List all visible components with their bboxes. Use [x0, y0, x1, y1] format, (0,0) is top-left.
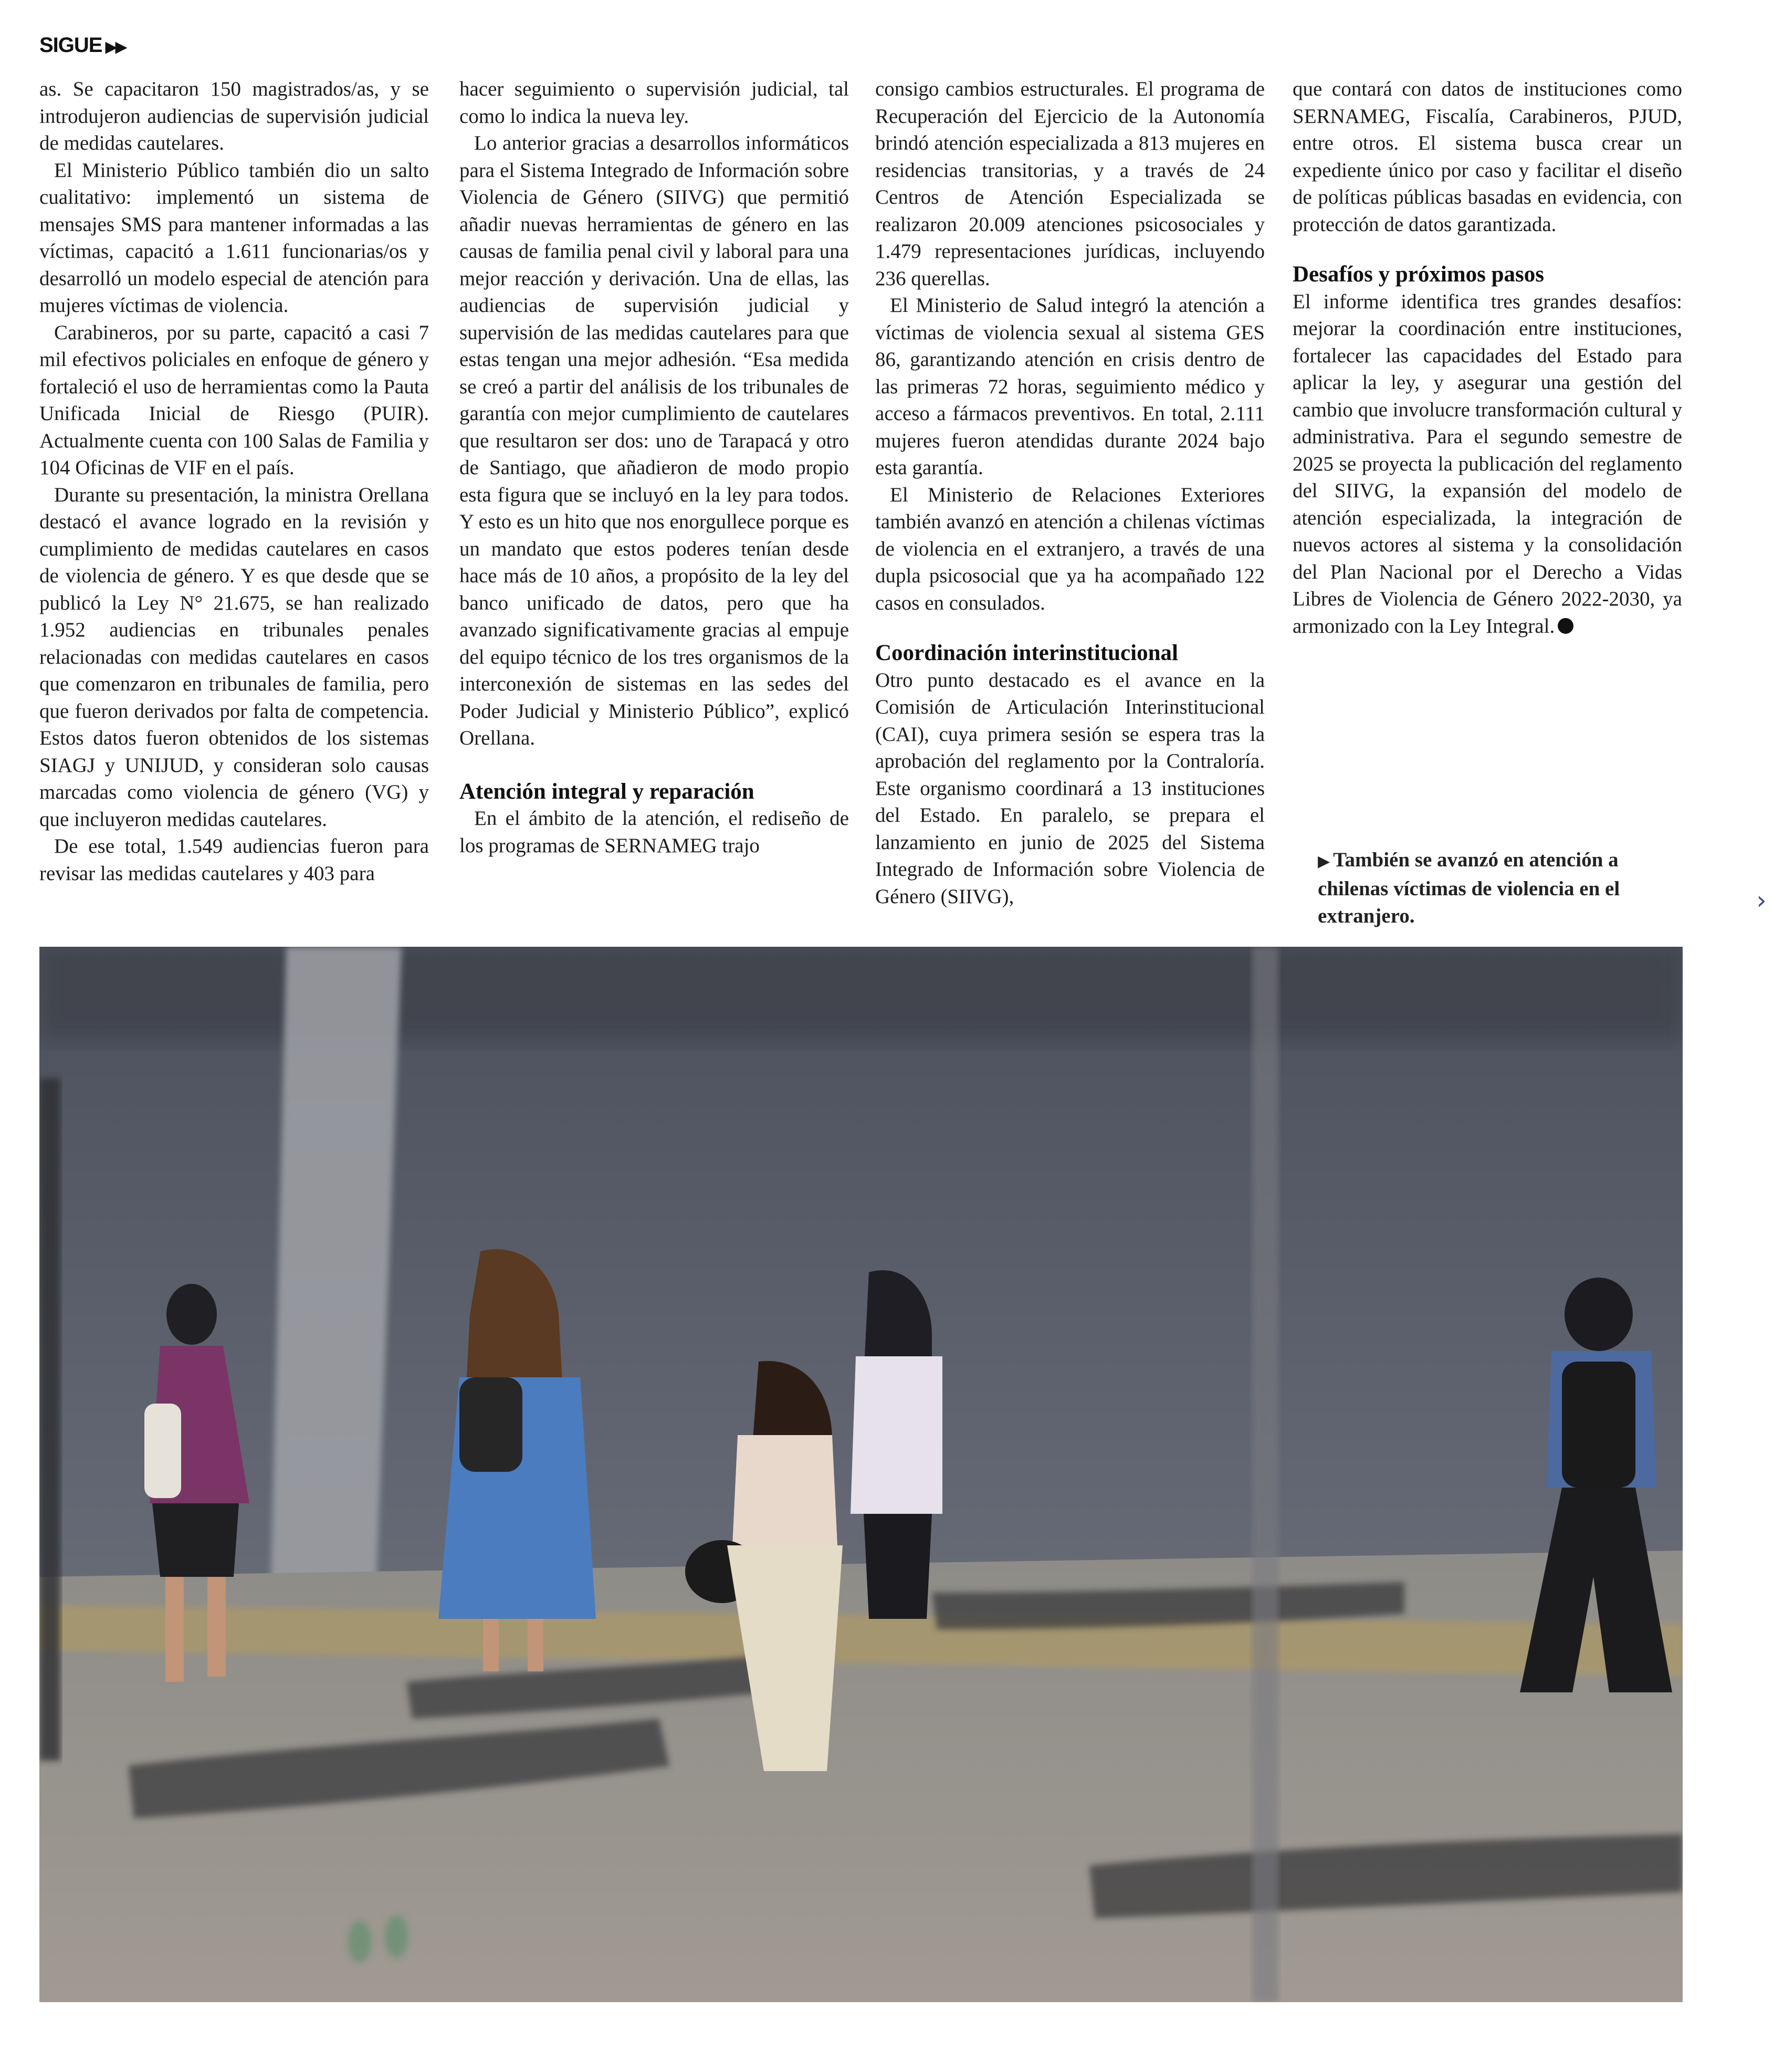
paragraph: Carabineros, por su parte, capacitó a casi 7 mil efectivos policiales en enfoque de género y fortaleció el uso de herramientas como la Pauta Unificada Inicial de Riesgo (PUIR). Actualmente cuenta con 100 Salas de Familia y 104 Oficinas de VIF en el país.	[39, 321, 429, 479]
next-page-button[interactable]	[1743, 882, 1780, 919]
paragraph: Otro punto destacado es el avance en la Comisión de Articulación Interinstitucional (CAI), cuya primera sesión se espera tras la aprobación del reglamento por la Contraloría. Este organismo coordinará a 13 instituciones del Estado. En paralelo, se prepara el lanzamiento en junio de 2025 del Sistema Integrado de Información sobre Violencia de Género (SIIVG),	[875, 668, 1265, 908]
end-of-article-icon	[1558, 618, 1573, 634]
paragraph: consigo cambios estructurales. El programa de Recuperación del Ejercicio de la Autonomía brindó atención especializada a 813 mujeres en residencias transitorias, y a través de 24 Centros de Atención Especializada se realizaron 20.009 atenciones psicosociales y 1.479 representaciones jurídicas, incluyendo 236 querellas.	[875, 78, 1265, 290]
article-column-3	[875, 76, 1265, 921]
paragraph: hacer seguimiento o supervisión judicial, tal como lo indica la nueva ley.	[459, 78, 849, 128]
article-photo	[39, 947, 1683, 2002]
caption-arrow-icon: ▶	[1318, 853, 1330, 870]
article-column-4	[1293, 76, 1682, 921]
article-column-2	[459, 76, 849, 921]
paragraph: Lo anterior gracias a desarrollos informáticos para el Sistema Integrado de Información sobre Violencia de Género (SIIVG) que permitió añadir nuevas herramientas de género en las causas de familia penal civil y laboral para una mejor reacción y derivación. Una de ellas, las audiencias de supervisión judicial y supervisión de las medidas cautelares para que estas tengan una mejor adhesión. “Esa medida se creó a partir del análisis de los tribunales de garantía con mejor cumplimiento de cautelares que resultaron ser dos: uno de Tarapacá y otro de Santiago, que añadieron de modo propio esta figura que se incluyó en la ley para todos. Y esto es un hito que nos enorgullece porque es un mandato que estos poderes tenían desde hace más de 10 años, a propósito de la ley del banco unificado de datos, pero que ha avanzado significativamente gracias al empuje del equipo técnico de los tres organismos de la interconexión de sistemas en las sedes del Poder Judicial y Ministerio Público”, explicó Orellana.	[459, 132, 849, 749]
caption-text: También se avanzó en atención a chilenas víctimas de violencia en el extranjero.	[1318, 849, 1620, 927]
continues-text: SIGUE	[39, 34, 102, 57]
section-heading: Coordinación interinstitucional	[875, 641, 1178, 665]
paragraph: Durante su presentación, la ministra Orellana destacó el avance logrado en la revisión y cumplimiento de medidas cautelares en casos de violencia de género. Y es que desde que se publicó la Ley N° 21.675, se han realizado 1.952 audiencias en tribunales penales relacionadas con medidas cautelares en casos que comenzaron en tribunales de familia, pero que fueron derivados por falta de competencia. Estos datos fueron obtenidos de los sistemas SIAGJ y UNIJUD, y consideran solo causas marcadas como violencia de género (VG) y que incluyeron medidas cautelares.	[39, 483, 429, 831]
paragraph-final	[1293, 288, 1682, 640]
paragraph-text: El informe identifica tres grandes desafíos: mejorar la coordinación entre instituciones, fortalecer las capacidades del Estado para aplicar la ley, y asegurar una gestión del cambio que involucre transformación cultural y administrativa. Para el segundo semestre de 2025 se proyecta la publicación del reglamento del SIIVG, la expansión del modelo de atención especializada, la integración de nuevos actores al sistema y la consolidación del Plan Nacional por el Derecho a Vidas Libres de Violencia de Género 2022-2030, ya armonizado con la Ley Integral.	[1293, 290, 1682, 637]
double-arrow-icon: ▶▶	[105, 38, 125, 56]
photo-caption	[1318, 846, 1654, 930]
paragraph: as. Se capacitaron 150 magistrados/as, y se introdujeron audiencias de supervisión judicial de medidas cautelares.	[39, 78, 429, 154]
paragraph: De ese total, 1.549 audiencias fueron para revisar las medidas cautelares y 403 para	[39, 835, 429, 885]
article-column-1	[39, 76, 429, 921]
paragraph: que contará con datos de instituciones como SERNAMEG, Fiscalía, Carabineros, PJUD, entre otros. El sistema busca crear un expediente único por caso y facilitar el diseño de políticas públicas basadas en evidencia, con protección de datos garantizada.	[1293, 78, 1682, 236]
paragraph: El Ministerio Público también dio un salto cualitativo: implementó un sistema de mensajes SMS para mantener informadas a las víctimas, capacitó a 1.611 funcionarias/os y desarrolló un modelo especial de atención para mujeres víctimas de violencia.	[39, 159, 429, 317]
street-scene-illustration	[39, 947, 1683, 2002]
paragraph: El Ministerio de Relaciones Exteriores también avanzó en atención a chilenas víctimas de violencia en el extranjero, a través de una dupla psicosocial que ya ha acompañado 122 casos en consulados.	[875, 483, 1265, 614]
paragraph: En el ámbito de la atención, el rediseño de los programas de SERNAMEG trajo	[459, 807, 849, 857]
section-heading: Atención integral y reparación	[459, 779, 754, 804]
chevron-right-icon: ›	[1756, 886, 1767, 915]
continues-label	[39, 34, 125, 57]
section-heading: Desafíos y próximos pasos	[1293, 262, 1545, 287]
paragraph: El Ministerio de Salud integró la atención a víctimas de violencia sexual al sistema GES 86, garantizando atención en crisis dentro de las primeras 72 horas, seguimiento médico y acceso a fármacos preventivos. En total, 2.111 mujeres fueron atendidas durante 2024 bajo esta garantía.	[875, 294, 1265, 479]
